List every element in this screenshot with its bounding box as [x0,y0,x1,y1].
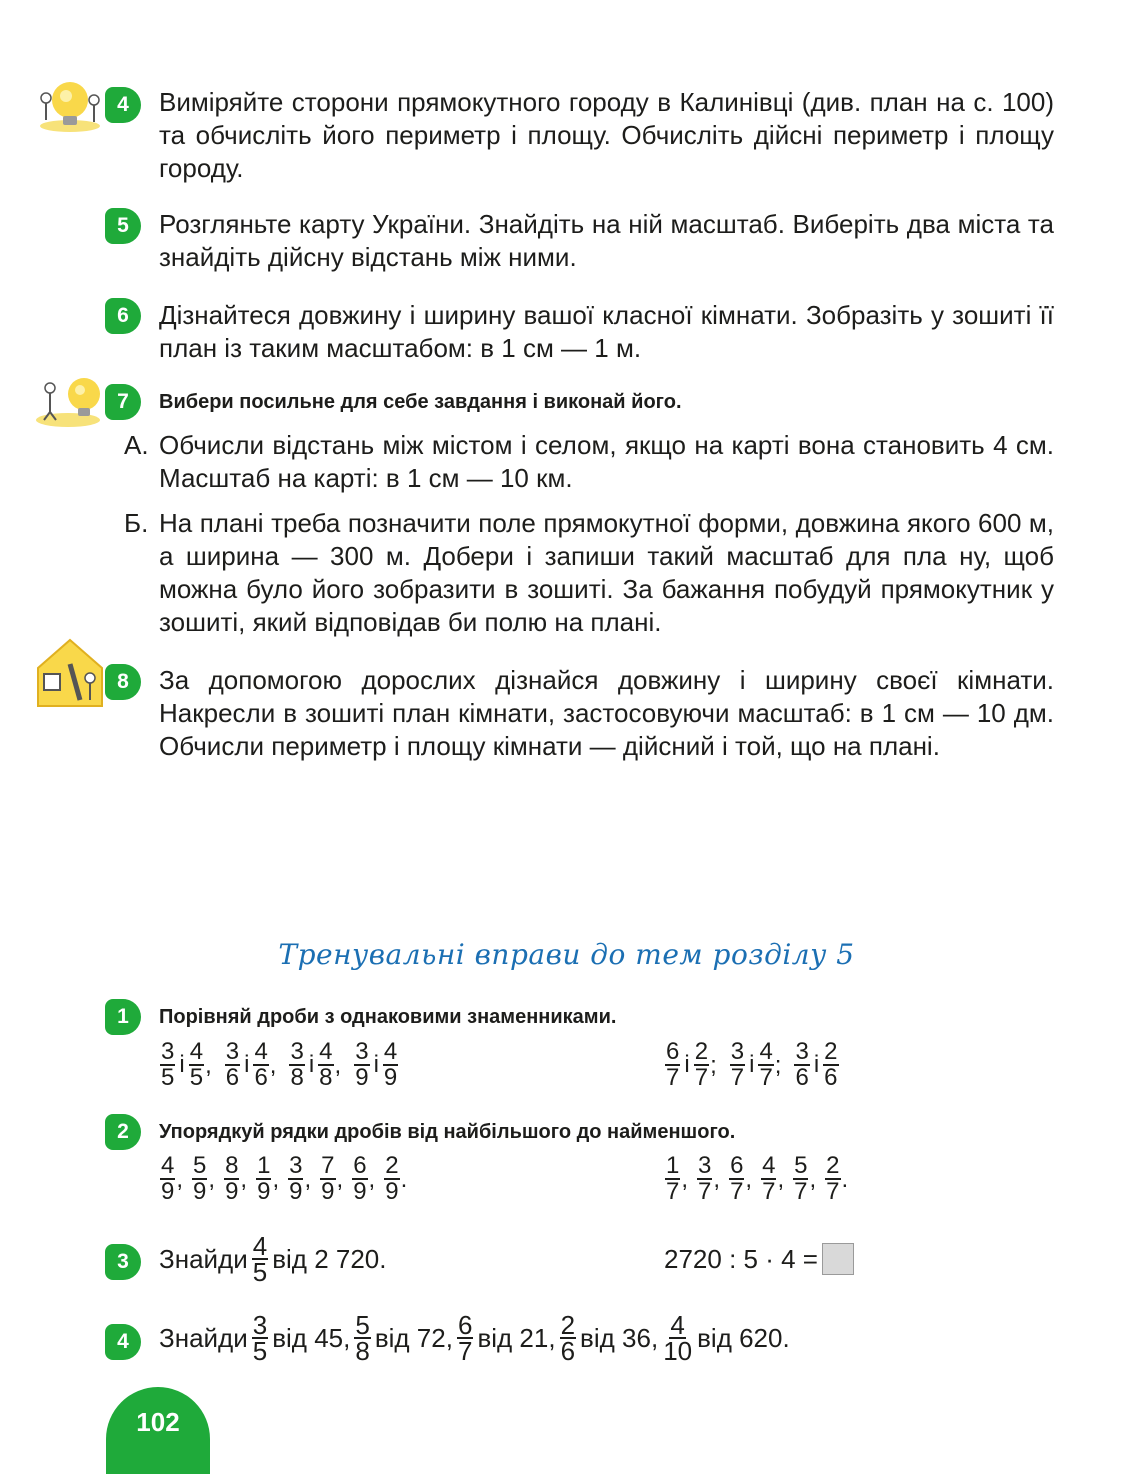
fraction [252,1231,268,1287]
fraction-numerator: 5 [794,1152,808,1179]
fraction-numerator: 3 [795,1038,809,1065]
fraction-denominator: 5 [252,1257,268,1287]
section-heading: Тренувальні вправи до тем розділу 5 [278,938,855,971]
fraction-numerator: 3 [252,1310,268,1340]
fraction-denominator: 7 [730,1178,744,1205]
fraction [383,1040,398,1090]
exercise-3-suffix: від 2 720. [272,1243,387,1274]
fraction-denominator: 7 [457,1336,473,1366]
fraction-denominator: 5 [189,1064,204,1091]
exercise-1-fractions-right [664,1040,852,1090]
fraction-denominator: 9 [353,1178,367,1205]
fraction-numerator: 2 [385,1152,399,1179]
fraction-numerator: 4 [759,1038,773,1065]
fraction-denominator: 5 [252,1336,268,1366]
fraction-denominator: 5 [161,1064,175,1091]
task-7-option-a [124,429,1054,495]
page-number: 102 [106,1387,210,1474]
punctuation: , [240,1166,248,1193]
fraction-numerator: 5 [355,1310,370,1340]
fraction-numerator: 3 [161,1038,175,1065]
fraction [665,1040,680,1090]
punctuation: ; [710,1052,717,1079]
fraction-numerator: 6 [457,1310,473,1340]
fraction-denominator: 7 [762,1178,776,1205]
fraction [758,1040,773,1090]
exercise-4-part: від 21, [477,1322,556,1353]
punctuation: , [334,1052,342,1079]
fraction [256,1154,271,1204]
exercise-4-part: від 45, [272,1322,351,1353]
fraction [189,1040,204,1090]
task-8-text: За допомогою дорослих дізнайся довжину і ширину своєї кімнати. Накресли в зошиті план кімнати, застосовуючи масштаб: в 1 см — 10 дм. Обчисли периметр і площу кімнати — дійсний і той, що на плані. [159,665,1054,761]
punctuation: , [809,1166,817,1193]
fraction-numerator: 4 [254,1038,268,1065]
punctuation: , [681,1166,689,1193]
fraction [354,1310,370,1366]
fraction-numerator: 3 [355,1038,369,1065]
punctuation: , [304,1166,312,1193]
punctuation: , [269,1052,277,1079]
exercise-4-prefix: Знайди [159,1322,248,1353]
punctuation: ; [774,1052,782,1079]
option-letter: А. [124,430,149,460]
fraction-denominator: 9 [385,1178,399,1205]
task-6-badge: 6 [105,298,141,334]
conjunction: і [813,1051,820,1078]
fraction [192,1154,207,1204]
exercise-4-part: від 620. [697,1322,790,1353]
fraction-numerator: 4 [161,1152,175,1179]
fraction [665,1154,680,1204]
fraction-numerator: 3 [730,1038,745,1065]
conjunction: і [179,1051,185,1078]
exercise-2-instruction: Упорядкуй рядки дробів від найбільшого до найменшого. [159,1121,736,1143]
punctuation: , [272,1166,280,1193]
fraction-numerator: 6 [730,1152,744,1179]
punctuation: , [205,1052,212,1079]
fraction-numerator: 4 [383,1038,398,1065]
fraction [823,1040,838,1090]
fraction-denominator: 9 [161,1178,175,1205]
fraction [160,1154,175,1204]
fraction [794,1040,809,1090]
task-5-badge: 5 [105,208,141,244]
fraction-numerator: 7 [321,1152,335,1179]
punctuation: , [336,1166,344,1193]
exercise-3-line [159,1231,387,1287]
exercise-3-hint-text: 2720 : 5 · 4 = [664,1243,818,1274]
fraction-denominator: 6 [254,1064,268,1091]
fraction-denominator: 8 [319,1064,333,1091]
fraction [225,1040,240,1090]
fraction [288,1154,303,1204]
exercise-1-fractions-left [159,1040,411,1090]
conjunction: і [308,1051,315,1078]
answer-box[interactable] [822,1243,854,1275]
task-7-instruction: Вибери посильне для себе завдання і виконай його. [159,391,682,413]
fraction-denominator: 6 [225,1064,240,1091]
exercise-3-hint [664,1243,854,1275]
fraction [253,1040,268,1090]
fraction-numerator: 4 [670,1310,685,1340]
exercise-4-part: від 72, [374,1322,453,1353]
fraction-numerator: 4 [189,1038,204,1065]
task-4-text: Виміряйте сторони прямокутного городу в Калинівці (див. план на с. 100) та обчисліть його периметр і площу. Обчисліть дійсні периметр і площу городу. [159,87,1054,183]
fraction [224,1154,239,1204]
fraction-numerator: 6 [353,1152,367,1179]
fraction [793,1154,808,1204]
fraction-denominator: 9 [257,1178,271,1205]
fraction-numerator: 4 [319,1038,333,1065]
exercise-3-prefix: Знайди [159,1243,248,1274]
task-7-option-b [124,507,1054,639]
fraction-denominator: 7 [666,1064,680,1091]
fraction [352,1154,367,1204]
fraction [825,1154,840,1204]
punctuation: , [368,1166,376,1193]
fraction-numerator: 1 [666,1152,680,1179]
fraction-denominator: 9 [225,1178,239,1205]
fraction [729,1154,744,1204]
option-text: На плані треба позначити поле прямокутної форми, довжина якого 600 м, а ширина — 300 м. Добери і запиши такий масштаб для пла ну, щоб можна було його зобразити в зошиті. За бажання побудуй прямокутник у зошиті, який відповідав би полю на плані. [159,508,1054,637]
fraction-denominator: 7 [826,1178,840,1205]
fraction [560,1310,576,1366]
fraction [694,1040,709,1090]
fraction [160,1040,175,1090]
fraction-denominator: 6 [560,1336,576,1366]
fraction-numerator: 2 [560,1310,576,1340]
house-icon [36,638,104,708]
exercise-4-part: від 36, [580,1322,659,1353]
task-4-badge: 4 [105,87,141,123]
fraction-numerator: 3 [225,1038,240,1065]
fraction-numerator: 2 [694,1038,709,1065]
fraction-numerator: 3 [290,1038,304,1065]
fraction-denominator: 6 [824,1064,838,1091]
fraction-denominator: 9 [193,1178,207,1205]
lightbulb-team-icon [36,76,104,134]
fraction [662,1310,693,1366]
punctuation: , [176,1166,184,1193]
punctuation: . [400,1166,408,1193]
fraction [697,1154,712,1204]
fraction [457,1310,473,1366]
fraction-numerator: 2 [826,1152,840,1179]
fraction-numerator: 5 [193,1152,207,1179]
punctuation: , [745,1166,753,1193]
fraction-denominator: 9 [355,1064,369,1091]
conjunction: і [684,1051,690,1078]
fraction-numerator: 2 [824,1038,838,1065]
conjunction: і [373,1051,379,1078]
fraction-numerator: 3 [698,1152,712,1179]
fraction-denominator: 6 [795,1064,809,1091]
punctuation: , [777,1166,785,1193]
fraction-numerator: 3 [289,1152,303,1179]
task-6-text: Дізнайтеся довжину і ширину вашої класної кімнати. Зобразіть у зошиті її план із таким масштабом: в 1 см — 1 м. [159,300,1054,363]
fraction-denominator: 7 [730,1064,745,1091]
exercise-2-fractions-left [159,1154,415,1204]
fraction [289,1040,304,1090]
punctuation: . [841,1166,849,1193]
fraction [354,1040,369,1090]
fraction-denominator: 8 [290,1064,304,1091]
conjunction: і [244,1051,250,1078]
fraction-denominator: 7 [694,1064,709,1091]
fraction-denominator: 9 [321,1178,335,1205]
fraction-numerator: 4 [252,1231,268,1261]
task-7-badge: 7 [105,384,141,420]
fraction [320,1154,335,1204]
exercise-4-badge: 4 [105,1324,141,1360]
fraction-denominator: 8 [355,1336,370,1366]
fraction [384,1154,399,1204]
exercise-1-instruction: Порівняй дроби з однаковими знаменниками. [159,1006,617,1028]
exercise-1-badge: 1 [105,999,141,1035]
punctuation: , [713,1166,721,1193]
option-text: Обчисли відстань між містом і селом, якщо на карті вона становить 4 см. Масштаб на карті: в 1 см — 10 км. [159,430,1054,493]
fraction [318,1040,333,1090]
fraction-denominator: 7 [666,1178,680,1205]
task-5-text: Розгляньте карту України. Знайдіть на ній масштаб. Виберіть два міста та знайдіть дійсну відстань між ними. [159,209,1054,272]
exercise-4-line [159,1310,790,1366]
task-8-badge: 8 [105,664,141,700]
fraction-denominator: 7 [794,1178,808,1205]
fraction-denominator: 7 [759,1064,773,1091]
fraction [730,1040,745,1090]
fraction-numerator: 4 [762,1152,776,1179]
exercise-2-badge: 2 [105,1114,141,1150]
fraction [252,1310,268,1366]
fraction-denominator: 10 [663,1336,693,1366]
option-letter: Б. [124,508,149,538]
fraction [761,1154,776,1204]
punctuation: , [208,1166,216,1193]
fraction-denominator: 9 [383,1064,398,1091]
fraction-denominator: 7 [698,1178,712,1205]
fraction-denominator: 9 [289,1178,303,1205]
exercise-2-fractions-right [664,1154,856,1204]
lightbulb-thinker-icon [34,372,104,428]
fraction-numerator: 1 [257,1152,271,1179]
exercise-3-badge: 3 [105,1244,141,1280]
fraction-numerator: 6 [666,1038,680,1065]
conjunction: і [749,1051,755,1078]
fraction-numerator: 8 [225,1152,239,1179]
